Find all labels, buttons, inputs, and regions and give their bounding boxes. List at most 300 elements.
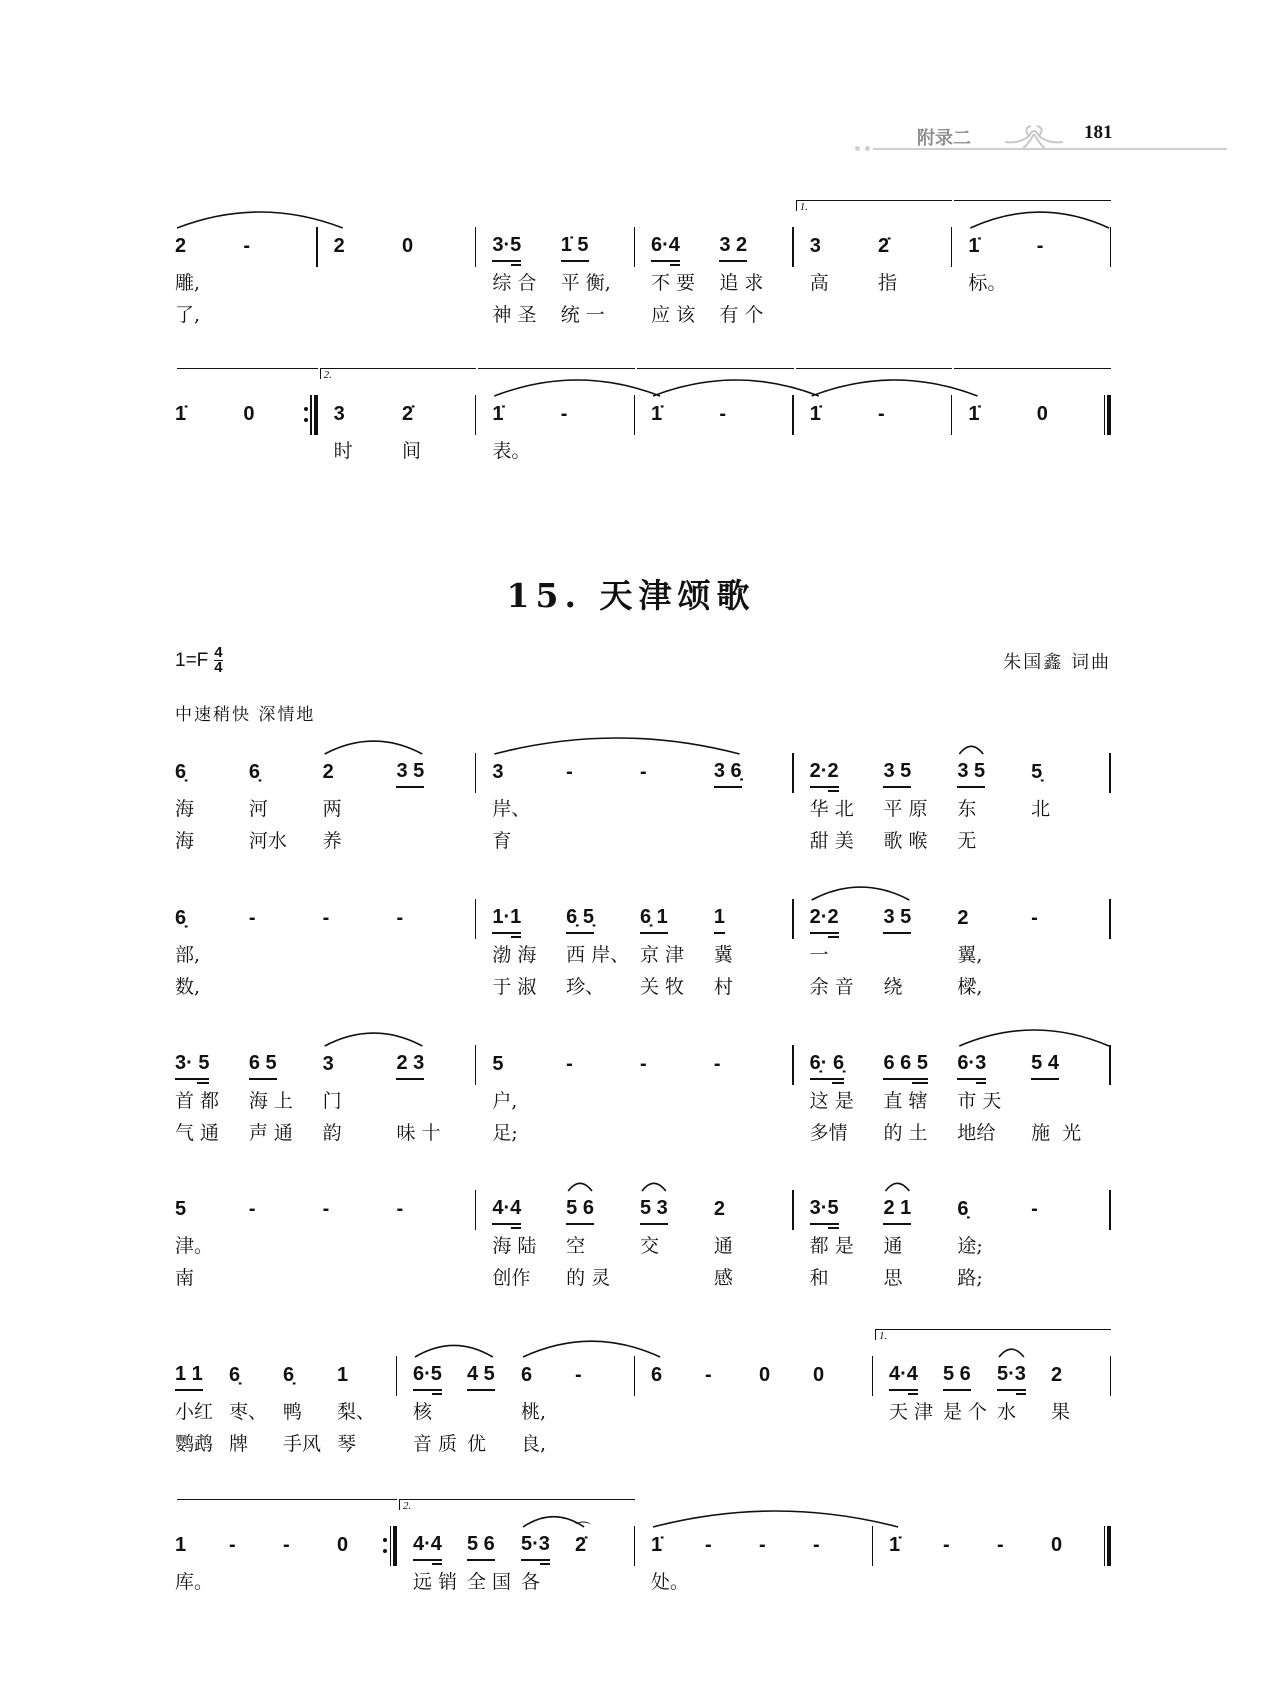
lyric: 这 是 xyxy=(809,1090,854,1112)
note: 1 xyxy=(714,904,725,934)
note: - xyxy=(1036,235,1044,257)
note: 1̇ xyxy=(651,1534,663,1556)
beat xyxy=(640,722,714,862)
note: 5 xyxy=(492,1053,504,1075)
volta-label: 1. xyxy=(879,1330,888,1342)
beat xyxy=(175,722,249,862)
measure xyxy=(476,868,793,1008)
lyric: 统 一 xyxy=(560,304,605,326)
beat xyxy=(396,722,470,862)
lyric: 育 xyxy=(492,830,512,852)
repeat-dots xyxy=(383,1536,387,1556)
note: 1̇ xyxy=(492,403,504,425)
note: 5 3 xyxy=(640,1195,668,1225)
beat xyxy=(813,1495,867,1635)
lyric: 交 xyxy=(639,1235,659,1257)
lyric: 神 圣 xyxy=(492,304,537,326)
note: 0 xyxy=(813,1364,825,1386)
beat xyxy=(1031,1014,1105,1154)
note: 6̣ xyxy=(175,761,187,783)
beat xyxy=(810,196,878,336)
beat xyxy=(1051,1495,1105,1635)
beat xyxy=(883,1159,957,1299)
final-barline xyxy=(1103,1526,1111,1566)
beat xyxy=(283,1325,337,1465)
beat xyxy=(810,1014,884,1154)
lyric: 华 北 xyxy=(809,798,854,820)
note: 1̇ xyxy=(889,1534,901,1556)
measure xyxy=(794,1014,1111,1154)
beat xyxy=(229,1495,283,1635)
lyric: 手风 xyxy=(283,1433,322,1455)
measure xyxy=(318,364,477,504)
beat xyxy=(889,1495,943,1635)
beat xyxy=(957,868,1031,1008)
beat xyxy=(883,868,957,1008)
lyric: 海 陆 xyxy=(492,1235,537,1257)
lyric: 余 音 xyxy=(809,976,854,998)
beat xyxy=(1031,1159,1105,1299)
beat xyxy=(759,1325,813,1465)
beat xyxy=(323,868,397,1008)
note: 1̇ xyxy=(968,235,980,257)
score-row xyxy=(175,364,1111,504)
beat xyxy=(575,1495,629,1635)
note: 1 1 xyxy=(175,1361,203,1391)
lyric: 樑, xyxy=(957,976,983,998)
beat xyxy=(249,722,323,862)
note: 6·4 xyxy=(651,232,680,262)
note: - xyxy=(560,403,568,425)
note: - xyxy=(813,1534,820,1556)
lyric: 库。 xyxy=(175,1571,214,1593)
repeat-end-barline xyxy=(383,1526,397,1566)
measure xyxy=(952,196,1111,336)
lyric: 两 xyxy=(322,798,342,820)
note: 4·4 xyxy=(492,1195,521,1225)
beat xyxy=(1031,868,1105,1008)
score-row xyxy=(175,1495,1111,1635)
note: 3·5 xyxy=(810,1195,839,1225)
note: - xyxy=(575,1364,582,1386)
measure xyxy=(794,1159,1111,1299)
note: - xyxy=(878,403,885,425)
lyric: 果 xyxy=(1051,1401,1071,1423)
note: 5·3 xyxy=(997,1361,1026,1391)
beat xyxy=(719,364,787,504)
beat xyxy=(651,1325,705,1465)
beat xyxy=(175,1014,249,1154)
note: 3 6̣ xyxy=(714,758,742,788)
lyric: 养 xyxy=(322,830,342,852)
note: 6̣ 1 xyxy=(640,904,668,934)
note: 6̣ xyxy=(229,1364,241,1386)
barline xyxy=(1110,227,1112,267)
lyric: 京 津 xyxy=(639,944,685,966)
measure xyxy=(794,868,1111,1008)
note: 1·1 xyxy=(492,904,521,934)
beat xyxy=(337,1325,391,1465)
beat xyxy=(943,1325,997,1465)
lyric: 平 原 xyxy=(883,798,928,820)
volta-label: 2. xyxy=(323,369,332,381)
note: - xyxy=(1031,1198,1038,1220)
beat xyxy=(334,196,402,336)
note: 1̇ xyxy=(968,403,980,425)
note: 3 xyxy=(492,761,504,783)
beat xyxy=(1051,1325,1105,1465)
lyric: 海 xyxy=(175,830,195,852)
note: - xyxy=(248,907,256,929)
barline xyxy=(1110,1356,1112,1396)
lyric: 枣、 xyxy=(229,1401,268,1423)
note: - xyxy=(1031,907,1038,929)
note: 0 xyxy=(1036,403,1048,425)
lyric: 冀 xyxy=(713,944,733,966)
note: - xyxy=(705,1534,712,1556)
measure xyxy=(476,1159,793,1299)
measure xyxy=(952,364,1111,504)
note: 2 xyxy=(333,235,345,257)
beat xyxy=(467,1495,521,1635)
beat xyxy=(575,1325,629,1465)
note: - xyxy=(943,1534,950,1556)
lyric: 标。 xyxy=(968,272,1007,294)
beat xyxy=(957,1014,1031,1154)
lyric: 鹦鹉 xyxy=(175,1433,214,1455)
note: - xyxy=(705,1364,712,1386)
beat xyxy=(492,868,566,1008)
final-barline xyxy=(1103,395,1111,435)
note: 4·4 xyxy=(889,1361,918,1391)
beat xyxy=(249,1014,323,1154)
measure xyxy=(175,1159,476,1299)
lyric: 北 xyxy=(1031,798,1051,820)
lyric: 都 是 xyxy=(809,1235,854,1257)
beat xyxy=(705,1495,759,1635)
note: - xyxy=(243,235,251,257)
ribbon-ornament-icon xyxy=(1003,122,1065,148)
lyric: 各 xyxy=(521,1571,541,1593)
lyric: 有 个 xyxy=(719,304,764,326)
beat xyxy=(651,364,719,504)
note: - xyxy=(713,1053,721,1075)
volta-label: 2. xyxy=(403,1500,412,1512)
measure xyxy=(175,722,476,862)
note: 4 5 xyxy=(467,1361,495,1391)
beat xyxy=(566,1159,640,1299)
lyric: 足; xyxy=(492,1122,518,1144)
lyric: 是 个 xyxy=(943,1401,988,1423)
lyric: 通 xyxy=(883,1235,903,1257)
lyric: 渤 海 xyxy=(492,944,537,966)
measure xyxy=(635,1495,873,1635)
beat xyxy=(1031,722,1105,862)
beat xyxy=(175,196,243,336)
beat xyxy=(566,868,640,1008)
note: 6̣ xyxy=(957,1198,969,1220)
measure xyxy=(397,1325,635,1465)
beat xyxy=(323,722,397,862)
note: - xyxy=(719,403,727,425)
measure xyxy=(175,196,318,336)
note: - xyxy=(639,761,647,783)
lyric: 的 土 xyxy=(883,1122,928,1144)
lyric: 村 xyxy=(713,976,733,998)
lyric: 部, xyxy=(175,944,201,966)
note: 6̣ xyxy=(248,761,260,783)
barline xyxy=(1109,1045,1111,1085)
lyric: 创作 xyxy=(492,1267,531,1289)
lyric: 水 xyxy=(997,1401,1017,1423)
beat xyxy=(467,1325,521,1465)
lyric: 远 销 xyxy=(413,1571,458,1593)
score-row xyxy=(175,196,1111,336)
measure xyxy=(873,1495,1111,1635)
beat xyxy=(810,364,878,504)
note: 3·5 xyxy=(492,232,521,262)
measure xyxy=(635,196,794,336)
note: 2·2 xyxy=(810,758,839,788)
note: 0 xyxy=(1051,1534,1063,1556)
time-signature xyxy=(214,646,222,675)
lyric: 途; xyxy=(957,1235,983,1257)
measure xyxy=(175,868,476,1008)
lyric: 河 xyxy=(248,798,268,820)
time-bottom: 4 xyxy=(214,659,223,676)
lyric: 核 xyxy=(413,1401,433,1423)
note: - xyxy=(759,1534,766,1556)
lyric: 雕, xyxy=(175,272,201,294)
note: 5 4 xyxy=(1031,1050,1059,1080)
score-row xyxy=(175,722,1111,862)
lyric: 东 xyxy=(957,798,977,820)
measure xyxy=(175,1014,476,1154)
note: 5̣ xyxy=(1031,761,1043,783)
beat xyxy=(640,868,714,1008)
beat xyxy=(957,1159,1031,1299)
note: 3 xyxy=(809,235,821,257)
note: 2 xyxy=(322,761,334,783)
beat xyxy=(561,364,629,504)
note: 5 6 xyxy=(467,1531,495,1561)
note: 6 xyxy=(651,1364,663,1386)
lyric: 声 通 xyxy=(248,1122,293,1144)
page-number: 181 xyxy=(1084,122,1113,143)
note: 0 xyxy=(243,403,255,425)
tempo-marking: 中速稍快 深情地 xyxy=(175,705,316,725)
lyric: 全 国 xyxy=(467,1571,512,1593)
measure xyxy=(635,364,794,504)
lyric: 不 要 xyxy=(651,272,696,294)
beat xyxy=(402,196,470,336)
note: 6 5 xyxy=(249,1050,277,1080)
beat xyxy=(640,1159,714,1299)
measure xyxy=(476,196,635,336)
lyric: 津。 xyxy=(175,1235,214,1257)
beat xyxy=(249,1159,323,1299)
note: 6̣· 6̣ xyxy=(810,1050,844,1080)
note: 2 xyxy=(713,1198,725,1220)
note: 3 5 xyxy=(957,758,985,788)
lyric: 感 xyxy=(713,1267,733,1289)
barline xyxy=(1109,899,1111,939)
song-title: 15. 天津颂歌 xyxy=(506,576,756,615)
beat xyxy=(943,1495,997,1635)
note: - xyxy=(639,1053,647,1075)
score-row xyxy=(175,1325,1111,1465)
beat xyxy=(243,364,311,504)
lyric: 关 牧 xyxy=(639,976,685,998)
beat xyxy=(402,364,470,504)
note: 0 xyxy=(759,1364,771,1386)
note: 1̇ xyxy=(651,403,663,425)
beat xyxy=(492,1159,566,1299)
measure xyxy=(397,1495,635,1635)
key-signature xyxy=(175,646,223,675)
beat xyxy=(759,1495,813,1635)
lyric: 间 xyxy=(402,440,422,462)
lyric: 翼, xyxy=(957,944,983,966)
beat xyxy=(714,1159,788,1299)
beat xyxy=(492,196,560,336)
note: - xyxy=(248,1198,256,1220)
lyric: 牌 xyxy=(229,1433,249,1455)
beat xyxy=(175,1495,229,1635)
beat xyxy=(413,1325,467,1465)
measure xyxy=(476,1014,793,1154)
beat xyxy=(997,1495,1051,1635)
measure xyxy=(175,1325,397,1465)
lyric: 音 质 xyxy=(413,1433,458,1455)
lyric: 南 xyxy=(175,1267,195,1289)
measure xyxy=(873,1325,1111,1465)
beat xyxy=(413,1495,467,1635)
lyric: 表。 xyxy=(492,440,531,462)
beat xyxy=(714,1014,788,1154)
measure xyxy=(318,196,477,336)
beat xyxy=(175,1159,249,1299)
beat xyxy=(878,196,946,336)
note: 3 5 xyxy=(396,758,424,788)
volta-label: 1. xyxy=(799,201,808,213)
lyric: 应 该 xyxy=(651,304,696,326)
note: - xyxy=(229,1534,236,1556)
beat xyxy=(283,1495,337,1635)
lyric: 韵 xyxy=(322,1122,342,1144)
lyric: 数, xyxy=(175,976,201,998)
lyric: 通 xyxy=(713,1235,733,1257)
note: 6̣ xyxy=(283,1364,295,1386)
lyric: 于 淑 xyxy=(492,976,537,998)
note: 2 xyxy=(175,235,187,257)
note: 5 xyxy=(175,1198,187,1220)
lyric: 无 xyxy=(957,830,977,852)
note: - xyxy=(322,1198,330,1220)
note: 1̇ 5 xyxy=(561,232,589,262)
lyric: 小红 xyxy=(175,1401,214,1423)
beat xyxy=(492,722,566,862)
header-dot xyxy=(865,146,870,151)
lyric: 平 衡, xyxy=(560,272,611,294)
lyric: 首 都 xyxy=(175,1090,220,1112)
beat xyxy=(561,196,629,336)
measure xyxy=(794,196,953,336)
beat xyxy=(396,1159,470,1299)
beat xyxy=(889,1325,943,1465)
beat xyxy=(492,1014,566,1154)
lyric: 和 xyxy=(809,1267,829,1289)
beat xyxy=(396,1014,470,1154)
lyric: 梨、 xyxy=(337,1401,376,1423)
lyric: 的 灵 xyxy=(566,1267,611,1289)
lyric: 门 xyxy=(322,1090,342,1112)
running-header xyxy=(855,118,1227,158)
lyric: 综 合 xyxy=(492,272,537,294)
beat xyxy=(396,868,470,1008)
note: - xyxy=(283,1534,290,1556)
note: 3· 5 xyxy=(175,1050,209,1080)
beat xyxy=(566,1014,640,1154)
beat xyxy=(323,1159,397,1299)
beat xyxy=(878,364,946,504)
note: - xyxy=(396,1198,404,1220)
lyric: 绕 xyxy=(883,976,903,998)
lyric: 时 xyxy=(333,440,353,462)
lyric: 海 xyxy=(175,798,195,820)
beat xyxy=(1037,364,1105,504)
note: 2 xyxy=(957,907,969,929)
lyric: 空 xyxy=(566,1235,586,1257)
note: 5·3 xyxy=(521,1531,550,1561)
lyric: 高 xyxy=(809,272,829,294)
lyric: 直 辖 xyxy=(883,1090,928,1112)
key-label: 1=F xyxy=(175,649,209,671)
beat xyxy=(334,364,402,504)
note: 1 xyxy=(337,1364,349,1386)
beat xyxy=(957,722,1031,862)
beat xyxy=(714,722,788,862)
beat xyxy=(1037,196,1105,336)
beat xyxy=(175,1325,229,1465)
repeat-end-barline xyxy=(304,395,318,435)
beat xyxy=(651,196,719,336)
note: 2̇ xyxy=(402,403,414,425)
measure xyxy=(794,364,953,504)
lyric: 琴 xyxy=(337,1433,357,1455)
beat xyxy=(243,196,311,336)
note: - xyxy=(997,1534,1004,1556)
lyric: 鸭 xyxy=(283,1401,303,1423)
measure xyxy=(635,1325,873,1465)
note: 5 6 xyxy=(943,1361,971,1391)
note: 2̇ xyxy=(878,235,890,257)
fermata-icon: ⌒ xyxy=(575,1522,592,1539)
beat xyxy=(521,1495,575,1635)
beat xyxy=(640,1014,714,1154)
lyric: 户, xyxy=(492,1090,518,1112)
lyric: 岸、 xyxy=(492,798,531,820)
beat xyxy=(810,1159,884,1299)
note: 2̇ ⌒ xyxy=(575,1531,586,1559)
note: 6·5 xyxy=(413,1361,442,1391)
lyric: 思 xyxy=(883,1267,903,1289)
lyric: 西 岸、 xyxy=(566,944,630,966)
beat xyxy=(968,196,1036,336)
note: 6 xyxy=(521,1364,533,1386)
section-label: 附录二 xyxy=(917,128,971,149)
beat xyxy=(175,364,243,504)
